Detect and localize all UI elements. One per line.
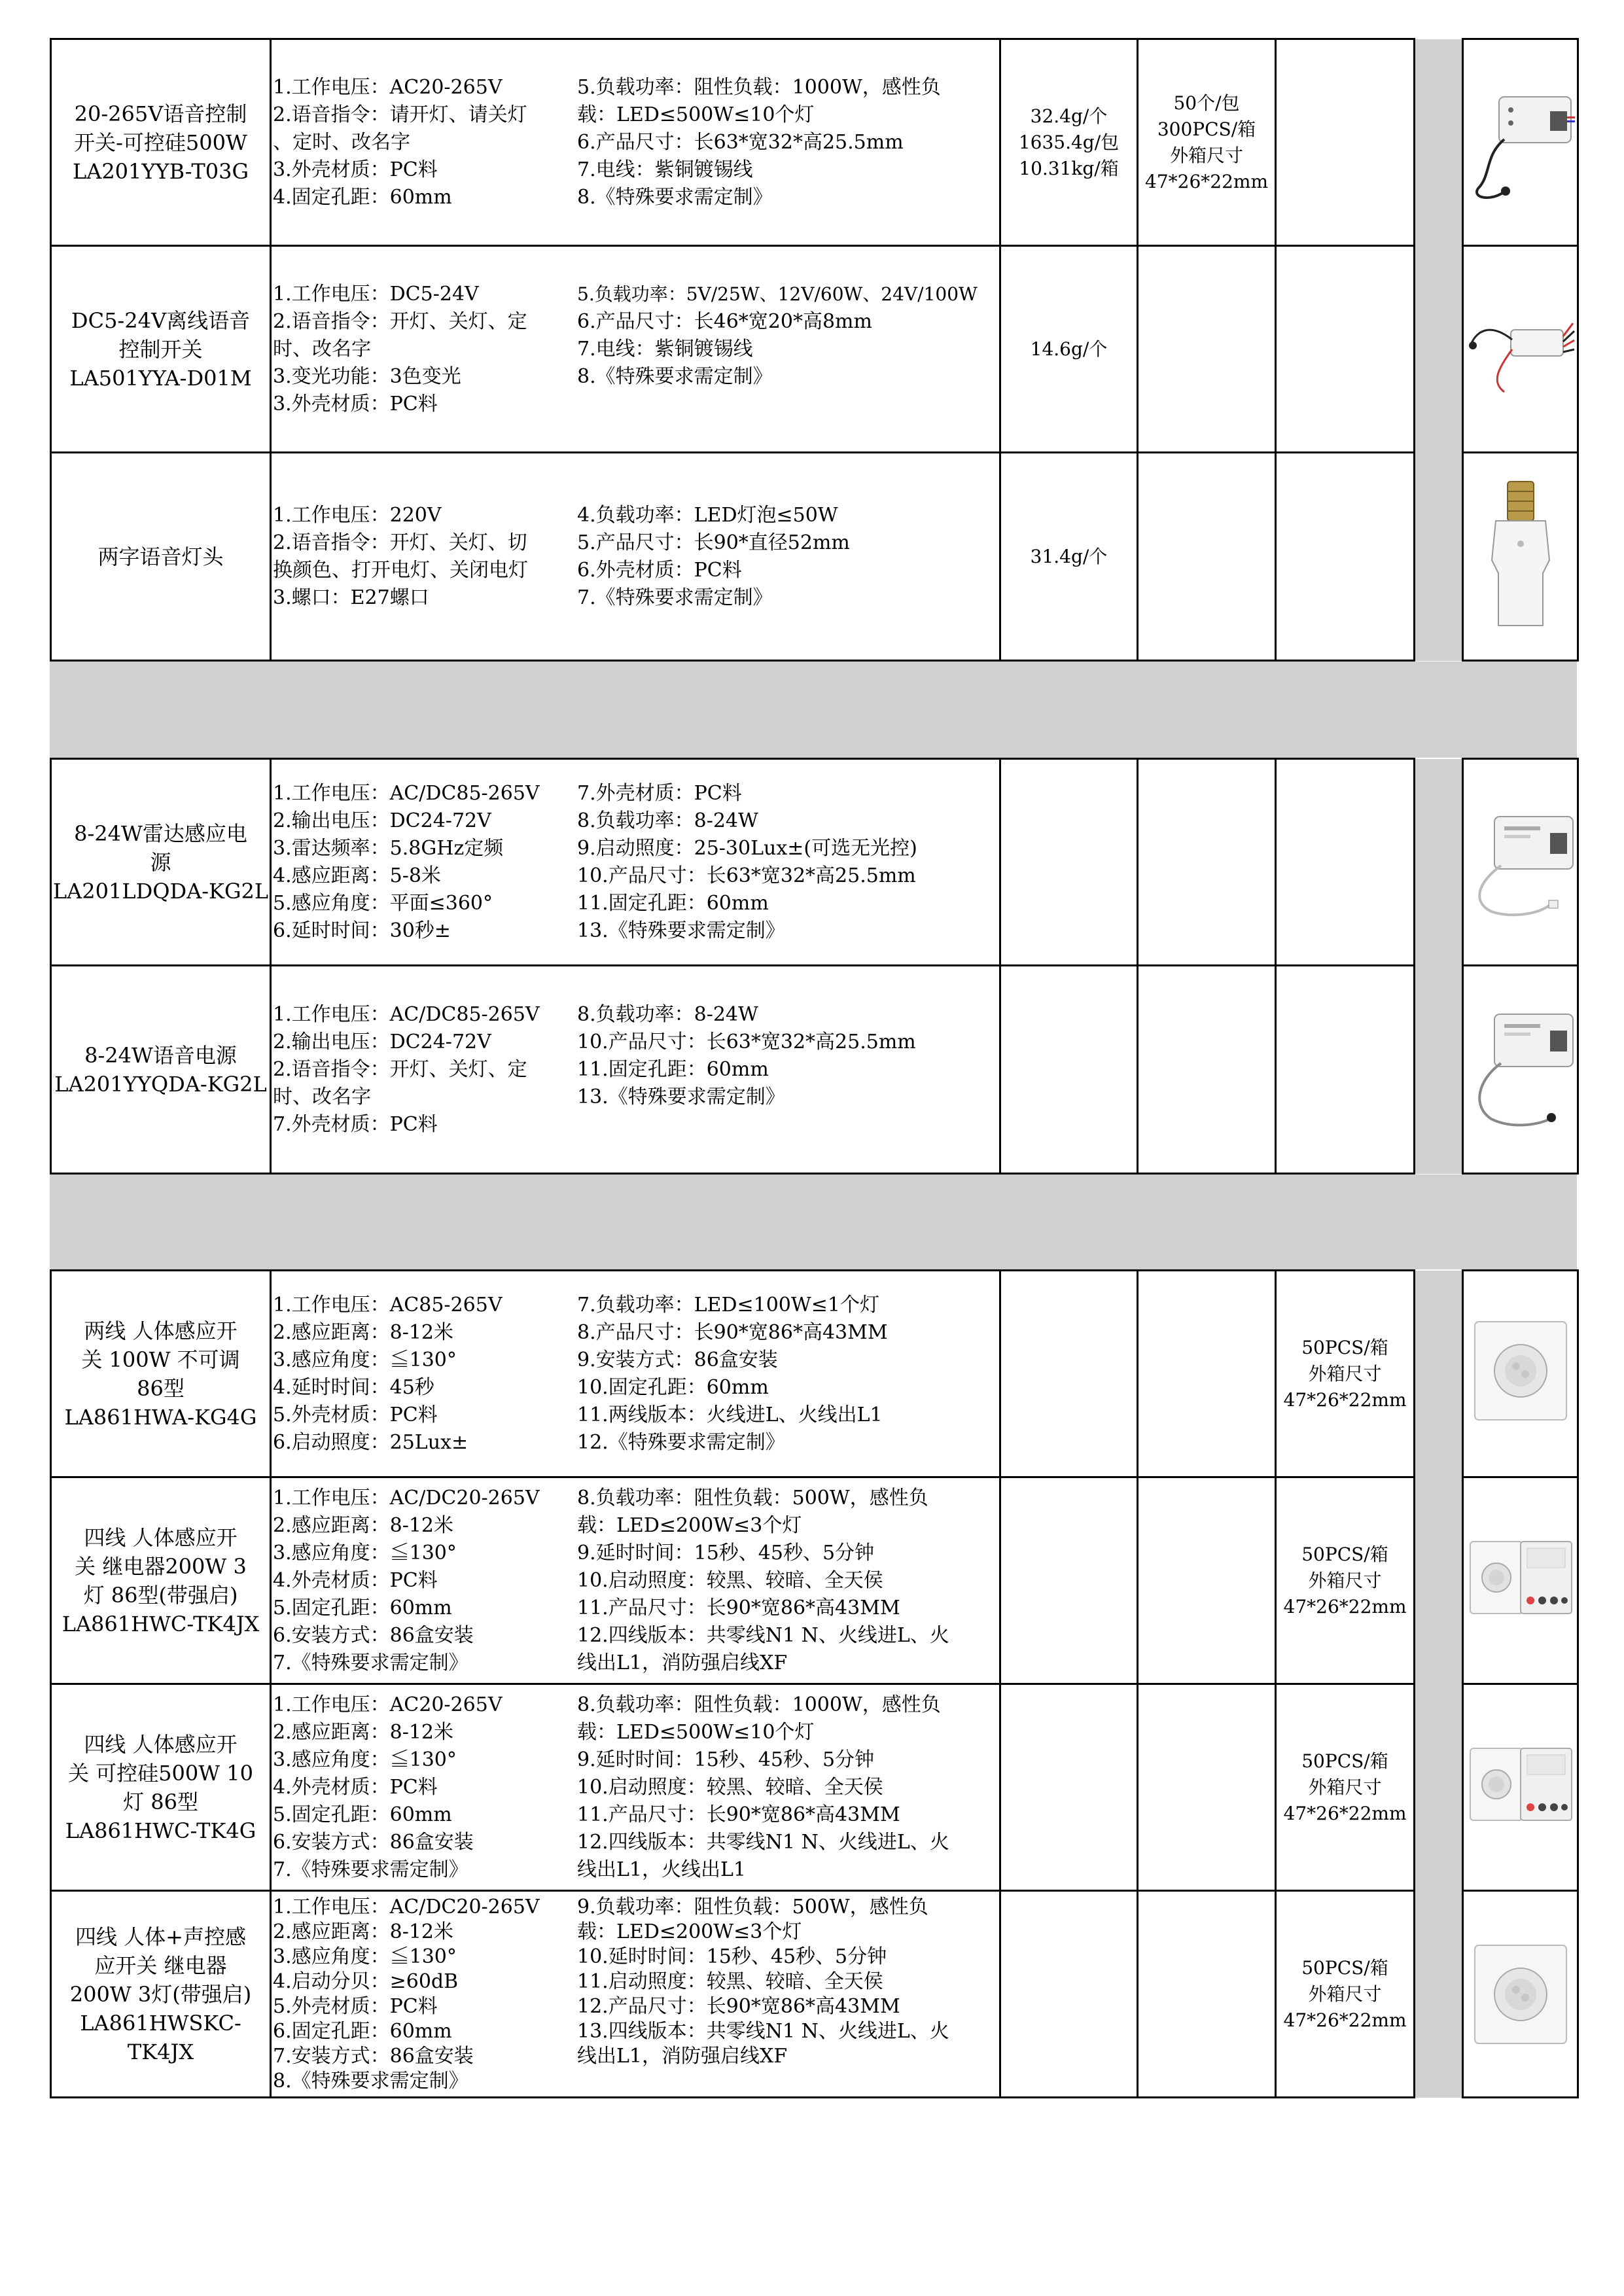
spec-line: 4.感应距离：5-8米 (273, 864, 441, 887)
product-name-cell (51, 453, 271, 661)
packing-cell (1276, 1684, 1415, 1891)
spec-line: 8.《特殊要求需定制》 (577, 185, 773, 209)
spec-cell (271, 1271, 1000, 1477)
product-model: LA861HWC-TK4G (65, 1818, 256, 1843)
spec-line: 8.产品尺寸：长90*宽86*高43MM (577, 1320, 888, 1344)
table-row (51, 1684, 1578, 1891)
spec-line: 11.启动照度：较黑、较暗、全天侯 (577, 1969, 883, 1993)
spec-line: 载：LED≤500W≤10个灯 (577, 1720, 815, 1744)
empty-cell (1276, 246, 1415, 453)
spec-line: 8.负载功率：8-24W (577, 809, 758, 832)
spec-line: 6.延时时间：30秒± (273, 919, 451, 942)
empty-cell (1138, 1891, 1276, 2098)
packing-cell (1276, 1477, 1415, 1684)
spec-line: 换颜色、打开电灯、关闭电灯 (273, 558, 528, 582)
spec-line: 12.产品尺寸：长90*宽86*高43MM (577, 1994, 900, 2018)
packing-cell (1138, 759, 1276, 966)
weight-line: 32.4g/个 (1030, 105, 1108, 127)
table-row (51, 246, 1578, 453)
packing-line: 50PCS/箱 (1301, 1750, 1388, 1772)
packing-line: 47*26*22mm (1283, 1595, 1407, 1617)
empty-cell (1276, 759, 1415, 966)
spec-line: 4.负载功率：LED灯泡≤50W (577, 503, 838, 527)
spec-line: 9.安装方式：86盒安装 (577, 1348, 778, 1371)
spec-line: 3.感应角度：≦130° (273, 1748, 457, 1771)
empty-cell (1138, 1477, 1276, 1684)
spec-line: 4.固定孔距：60mm (273, 185, 452, 209)
weight-cell (1000, 759, 1138, 966)
spec-cell (271, 453, 1000, 661)
spec-line: 5.感应角度：平面≤360° (273, 891, 493, 915)
product-name-cell (51, 246, 271, 453)
product-name-line: 8-24W雷达感应电 (74, 821, 247, 846)
spec-line: 时、改名字 (273, 1085, 371, 1108)
product-name-line: 20-265V语音控制 (74, 101, 247, 126)
empty-cell (1276, 453, 1415, 661)
packing-cell (1138, 246, 1276, 453)
product-name-line: 四线 人体+声控感 (75, 1924, 246, 1949)
product-name-line: 源 (150, 849, 171, 875)
spec-line: 1.工作电压：AC20-265V (273, 75, 503, 99)
weight-cell (1000, 1271, 1138, 1477)
packing-line: 47*26*22mm (1145, 170, 1268, 192)
spec-line: 13.四线版本：共零线N1 N、火线进L、火 (577, 2019, 949, 2043)
spec-line: 1.工作电压：220V (273, 503, 442, 527)
product-image-cell (1463, 246, 1578, 453)
product-name-line: 两线 人体感应开 (84, 1318, 238, 1343)
spec-line: 5.固定孔距：60mm (273, 1803, 452, 1826)
spec-line: 6.安装方式：86盒安装 (273, 1623, 474, 1647)
product-image-cell (1463, 39, 1578, 246)
gap-cell (1415, 1271, 1463, 1477)
dc-voice-controller-image (1465, 284, 1576, 415)
spec-line: 10.延时时间：15秒、45秒、5分钟 (577, 1945, 887, 1968)
empty-cell (1138, 1271, 1276, 1477)
packing-cell (1138, 966, 1276, 1174)
spec-line: 9.负载功率：阻性负载：500W，感性负 (577, 1895, 928, 1918)
spec-line: 10.产品尺寸：长63*宽32*高25.5mm (577, 864, 916, 887)
pir-sensor-pair-image (1465, 1722, 1576, 1853)
spec-line: 5.产品尺寸：长90*直径52mm (577, 531, 850, 554)
spec-line: 2.语音指令：开灯、关灯、定 (273, 1057, 527, 1081)
spec-line: 7.负载功率：LED≤100W≤1个灯 (577, 1293, 879, 1316)
spec-line: 13.《特殊要求需定制》 (577, 919, 785, 942)
spec-line: 1.工作电压：AC/DC20-265V (273, 1486, 540, 1510)
packing-line: 外箱尺寸 (1308, 1569, 1382, 1591)
spec-line: 2.感应距离：8-12米 (273, 1513, 454, 1537)
product-name-cell (51, 1477, 271, 1684)
spec-cell (271, 39, 1000, 246)
spec-line: 2.输出电压：DC24-72V (273, 809, 491, 832)
product-name-cell (51, 966, 271, 1174)
packing-cell (1138, 39, 1276, 246)
spec-line: 6.外壳材质：PC料 (577, 558, 742, 582)
product-name-line: 200W 3灯(带强启) (69, 1981, 252, 2007)
spec-cell (271, 966, 1000, 1174)
table-row (51, 1891, 1578, 2098)
packing-line: 300PCS/箱 (1157, 118, 1256, 140)
gap-cell (1415, 453, 1463, 661)
weight-cell (1000, 1684, 1138, 1891)
pir-sensor-panel-image (1465, 1929, 1576, 2060)
spec-line: 5.固定孔距：60mm (273, 1596, 452, 1619)
product-table-voice (50, 38, 1579, 662)
spec-cell (271, 1477, 1000, 1684)
product-name-line: 灯 86型(带强启) (83, 1582, 238, 1608)
table-row (51, 453, 1578, 661)
spec-line: 5.负载功率：阻性负载：1000W，感性负 (577, 75, 941, 99)
gap-cell (1415, 966, 1463, 1174)
packing-line: 50PCS/箱 (1301, 1543, 1388, 1565)
spec-line: 5.外壳材质：PC料 (273, 1994, 438, 2018)
product-name-line: 四线 人体感应开 (84, 1525, 238, 1550)
spec-line: 7.《特殊要求需定制》 (577, 586, 773, 609)
product-table-pir (50, 1269, 1579, 2098)
product-name-line: 86型 (137, 1375, 185, 1401)
spec-line: 3.雷达频率：5.8GHz定频 (273, 836, 504, 860)
product-name-cell (51, 1271, 271, 1477)
spec-line: 7.电线：紫铜镀锡线 (577, 158, 753, 181)
voice-switch-module-image (1465, 71, 1576, 215)
separator-band (50, 661, 1577, 758)
table-row (51, 1477, 1578, 1684)
spec-line: 7.外壳材质：PC料 (273, 1112, 438, 1136)
spec-line: 载：LED≤200W≤3个灯 (577, 1513, 802, 1537)
packing-line: 50PCS/箱 (1301, 1336, 1388, 1358)
product-model: LA201LDQDA-KG2L (52, 878, 269, 904)
weight-line: 10.31kg/箱 (1019, 157, 1119, 179)
spec-line: 8.《特殊要求需定制》 (273, 2069, 468, 2093)
spec-line: 载：LED≤500W≤10个灯 (577, 103, 815, 126)
product-model: LA501YYA-D01M (69, 365, 252, 391)
product-name-line: 开关-可控硅500W (74, 130, 247, 155)
gap-cell (1415, 1891, 1463, 2098)
spec-line: 7.《特殊要求需定制》 (273, 1858, 468, 1881)
weight-line: 1635.4g/包 (1018, 131, 1120, 153)
spec-line: 10.启动照度：较黑、较暗、全天侯 (577, 1568, 883, 1592)
product-image-cell (1463, 1271, 1578, 1477)
spec-line: 1.工作电压：AC85-265V (273, 1293, 503, 1316)
packing-line: 50PCS/箱 (1301, 1956, 1388, 1979)
packing-line: 外箱尺寸 (1308, 1983, 1382, 2005)
spec-line: 6.产品尺寸：长46*宽20*高8mm (577, 309, 872, 333)
spec-line: 线出L1，火线出L1 (577, 1858, 747, 1881)
packing-cell (1276, 1271, 1415, 1477)
spec-line: 12.四线版本：共零线N1 N、火线进L、火 (577, 1623, 949, 1647)
spec-line: 10.启动照度：较黑、较暗、全天侯 (577, 1775, 883, 1799)
empty-cell (1138, 1684, 1276, 1891)
gap-cell (1415, 246, 1463, 453)
spec-line: 8.《特殊要求需定制》 (577, 364, 773, 388)
empty-cell (1276, 39, 1415, 246)
separator-band (50, 1173, 1577, 1269)
weight-cell (1000, 1477, 1138, 1684)
weight-cell (1000, 246, 1138, 453)
spec-line: 1.工作电压：AC/DC20-265V (273, 1895, 540, 1918)
packing-cell (1138, 453, 1276, 661)
product-image-cell (1463, 1891, 1578, 2098)
table-row (51, 39, 1578, 246)
packing-line: 50个/包 (1173, 92, 1240, 114)
e27-lamp-holder-image (1481, 475, 1560, 639)
spec-line: 11.产品尺寸：长90*宽86*高43MM (577, 1596, 900, 1619)
spec-line: 7.外壳材质：PC料 (577, 781, 742, 805)
spec-line: 10.固定孔距：60mm (577, 1375, 769, 1399)
spec-line: 4.外壳材质：PC料 (273, 1568, 438, 1592)
weight-line: 14.6g/个 (1030, 338, 1108, 360)
spec-line: 4.启动分贝：≥60dB (273, 1969, 459, 1993)
product-model: LA201YYB-T03G (72, 158, 249, 184)
spec-line: 线出L1，消防强启线XF (577, 1651, 788, 1674)
product-model: LA201YYQDA-KG2L (54, 1071, 267, 1097)
table-row (51, 966, 1578, 1174)
voice-power-module-image (1465, 995, 1576, 1145)
product-model: LA861HWA-KG4G (64, 1404, 257, 1430)
product-name-line: 四线 人体感应开 (84, 1731, 238, 1757)
spec-line: 11.固定孔距：60mm (577, 891, 769, 915)
spec-line: 2.语音指令：开灯、关灯、切 (273, 531, 527, 554)
gap-cell (1415, 1684, 1463, 1891)
product-name-cell (51, 759, 271, 966)
product-table-power (50, 758, 1579, 1174)
spec-line: 7.电线：紫铜镀锡线 (577, 337, 753, 361)
spec-line: 11.产品尺寸：长90*宽86*高43MM (577, 1803, 900, 1826)
weight-cell (1000, 39, 1138, 246)
spec-line: 2.感应距离：8-12米 (273, 1320, 454, 1344)
product-name-line: 应开关 继电器 (94, 1952, 227, 1978)
radar-power-module-image (1465, 790, 1576, 934)
spec-line: 7.《特殊要求需定制》 (273, 1651, 468, 1674)
spec-line: 12.《特殊要求需定制》 (577, 1430, 785, 1454)
spec-line: 9.延时时间：15秒、45秒、5分钟 (577, 1748, 875, 1771)
spec-line: 4.外壳材质：PC料 (273, 1775, 438, 1799)
spec-line: 2.输出电压：DC24-72V (273, 1030, 491, 1053)
spec-line: 1.工作电压：AC/DC85-265V (273, 781, 540, 805)
spec-line: 6.固定孔距：60mm (273, 2019, 452, 2043)
product-model: LA861HWSKC-TK4JX (80, 2010, 241, 2064)
spec-cell (271, 1684, 1000, 1891)
weight-line: 31.4g/个 (1030, 545, 1108, 567)
spec-line: 4.延时时间：45秒 (273, 1375, 434, 1399)
product-name-line: 控制开关 (118, 336, 203, 362)
spec-line: 1.工作电压：DC5-24V (273, 282, 479, 306)
product-name-line: 关 可控硅500W 10 (67, 1760, 254, 1786)
spec-line: 9.启动照度：25-30Lux±(可选无光控) (577, 836, 917, 860)
spec-line: 13.《特殊要求需定制》 (577, 1085, 785, 1108)
pir-sensor-panel-image (1465, 1309, 1576, 1439)
spec-line: 2.感应距离：8-12米 (273, 1720, 454, 1744)
table-row (51, 1271, 1578, 1477)
spec-line: 11.两线版本：火线进L、火线出L1 (577, 1403, 883, 1426)
spec-line: 8.负载功率：8-24W (577, 1002, 758, 1026)
spec-line: 2.感应距离：8-12米 (273, 1920, 454, 1943)
spec-line: 8.负载功率：阻性负载：1000W，感性负 (577, 1693, 941, 1716)
product-name-line: DC5-24V离线语音 (71, 308, 251, 333)
spec-cell (271, 246, 1000, 453)
weight-cell (1000, 966, 1138, 1174)
product-name-line: 8-24W语音电源 (84, 1042, 237, 1068)
spec-line: 3.变光功能：3色变光 (273, 364, 461, 388)
spec-line: 2.语音指令：请开灯、请关灯 (273, 103, 527, 126)
product-image-cell (1463, 759, 1578, 966)
spec-line: 5.外壳材质：PC料 (273, 1403, 438, 1426)
spec-line: 时、改名字 (273, 337, 371, 361)
spec-line: 线出L1，消防强启线XF (577, 2044, 788, 2068)
spec-line: 3.螺口：E27螺口 (273, 586, 429, 609)
product-name-cell (51, 1684, 271, 1891)
spec-line: 1.工作电压：AC20-265V (273, 1693, 503, 1716)
product-name-line: 两字语音灯头 (97, 544, 224, 569)
spec-line: 、定时、改名字 (273, 130, 410, 154)
spec-line: 3.感应角度：≦130° (273, 1541, 457, 1564)
product-image-cell (1463, 453, 1578, 661)
spec-line: 载：LED≤200W≤3个灯 (577, 1920, 802, 1943)
pir-sensor-pair-image (1465, 1515, 1576, 1646)
spec-line: 12.四线版本：共零线N1 N、火线进L、火 (577, 1830, 949, 1854)
product-image-cell (1463, 1684, 1578, 1891)
product-name-line: 灯 86型 (123, 1789, 198, 1814)
packing-line: 47*26*22mm (1283, 1802, 1407, 1824)
packing-line: 47*26*22mm (1283, 1388, 1407, 1411)
product-model: LA861HWC-TK4JX (62, 1611, 260, 1636)
spec-line: 6.产品尺寸：长63*宽32*高25.5mm (577, 130, 904, 154)
product-name-cell (51, 1891, 271, 2098)
packing-cell (1276, 1891, 1415, 2098)
spec-line: 1.工作电压：AC/DC85-265V (273, 1002, 540, 1026)
spec-line: 3.感应角度：≦130° (273, 1348, 457, 1371)
packing-line: 外箱尺寸 (1169, 144, 1243, 166)
gap-cell (1415, 39, 1463, 246)
spec-line: 6.启动照度：25Lux± (273, 1430, 468, 1454)
weight-cell (1000, 1891, 1138, 2098)
spec-line: 3.感应角度：≦130° (273, 1945, 457, 1968)
spec-line: 6.安装方式：86盒安装 (273, 1830, 474, 1854)
packing-line: 外箱尺寸 (1308, 1776, 1382, 1798)
table-row (51, 759, 1578, 966)
packing-line: 47*26*22mm (1283, 2009, 1407, 2031)
product-name-line: 关 继电器200W 3 (75, 1553, 247, 1579)
spec-line: 2.语音指令：开灯、关灯、定 (273, 309, 527, 333)
weight-cell (1000, 453, 1138, 661)
empty-cell (1276, 966, 1415, 1174)
product-image-cell (1463, 966, 1578, 1174)
product-image-cell (1463, 1477, 1578, 1684)
product-name-cell (51, 39, 271, 246)
spec-line: 11.固定孔距：60mm (577, 1057, 769, 1081)
spec-line: 3.外壳材质：PC料 (273, 158, 438, 181)
spec-line: 5.负载功率：5V/25W、12V/60W、24V/100W (577, 283, 978, 305)
spec-line: 8.负载功率：阻性负载：500W，感性负 (577, 1486, 928, 1510)
spec-line: 7.安装方式：86盒安装 (273, 2044, 474, 2068)
product-name-line: 关 100W 不可调 (81, 1347, 240, 1372)
spec-line: 3.外壳材质：PC料 (273, 392, 438, 415)
packing-line: 外箱尺寸 (1308, 1362, 1382, 1385)
spec-line: 10.产品尺寸：长63*宽32*高25.5mm (577, 1030, 916, 1053)
gap-cell (1415, 1477, 1463, 1684)
spec-line: 9.延时时间：15秒、45秒、5分钟 (577, 1541, 875, 1564)
spec-cell (271, 1891, 1000, 2098)
gap-cell (1415, 759, 1463, 966)
spec-cell (271, 759, 1000, 966)
